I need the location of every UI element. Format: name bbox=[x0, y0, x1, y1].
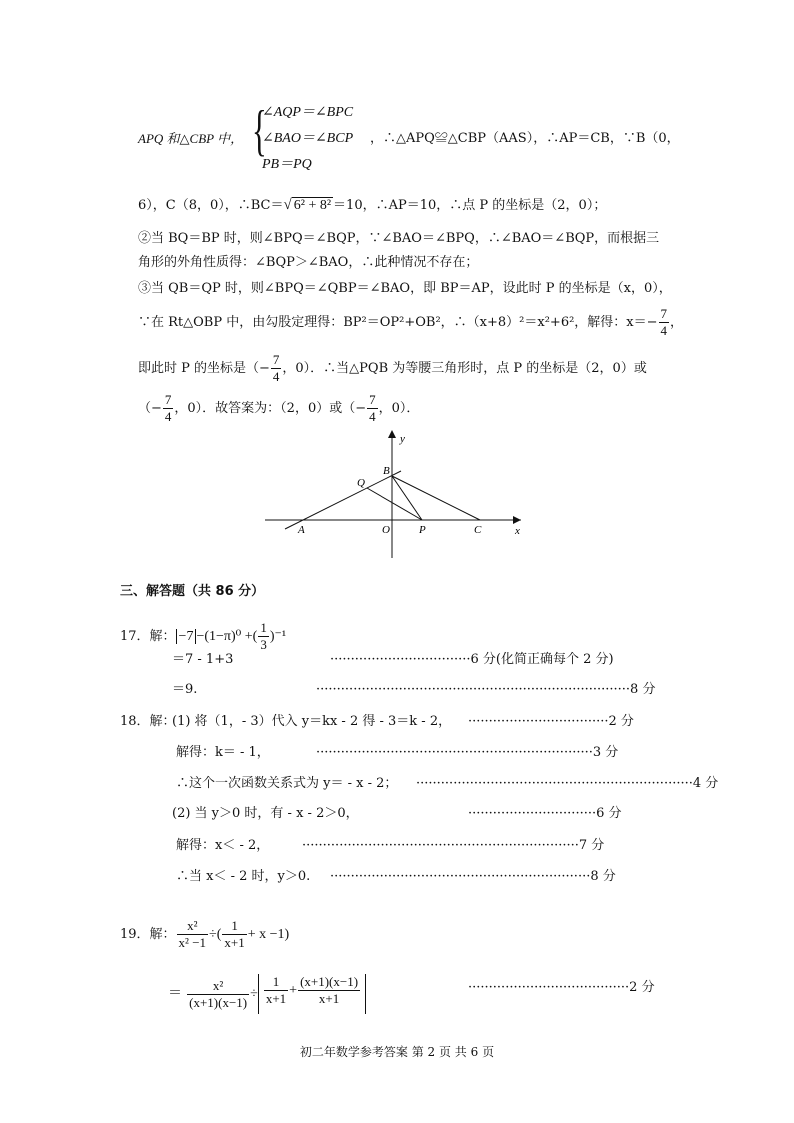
label-P: P bbox=[419, 524, 426, 536]
section-title: 三、解答题（共 86 分） bbox=[120, 584, 265, 599]
q17-step2: ＝9. bbox=[172, 682, 198, 697]
q18-line5: 解得：x＜ - 2， bbox=[176, 838, 270, 853]
proof-conclusion: ，∴△APQ≌△CBP（AAS），∴AP＝CB，∵B（0， bbox=[370, 131, 680, 146]
fraction-1-over-x+1: $\frac{1}{x+1}$ bbox=[224, 918, 245, 950]
q17-expression: 17．解： −7 −(1−π)⁰ +( $\frac{1}{3}$ )⁻¹ bbox=[120, 620, 287, 652]
q18-line2: 解得：k＝ - 1， bbox=[176, 745, 270, 760]
fraction-7-4: $\frac{7}{4}$ bbox=[369, 392, 376, 424]
x-axis-arrow bbox=[513, 516, 521, 524]
q18-line2-score: ···································································3 分 bbox=[316, 745, 619, 760]
q18-line6: ∴当 x＜ - 2 时，y＞0. bbox=[176, 869, 311, 884]
fraction-x2-over-x2-1: $\frac{\text{x²}}{\text{x² −1}}$ bbox=[178, 918, 207, 950]
proof-prefix: APQ 和△CBP 中， bbox=[138, 131, 244, 146]
label-Q: Q bbox=[357, 477, 365, 489]
line-BC bbox=[392, 476, 480, 520]
bracket-group: $\frac{1}{x+1}$ + $\frac{(x+1)(x-1)}{x+1}$ bbox=[258, 974, 366, 1014]
fraction-x2-over-product: $\frac{\text{x²}}{(x+1)(x-1)}$ bbox=[189, 977, 248, 1010]
q18-line3: ∴这个一次函数关系式为 y＝ - x - 2； bbox=[176, 776, 398, 791]
geometry-diagram bbox=[255, 428, 535, 563]
label-A: A bbox=[298, 524, 305, 536]
line-BP bbox=[392, 476, 422, 520]
fraction-7-4: $\frac{7}{4}$ bbox=[660, 306, 668, 338]
case3-line1: ③当 QB＝QP 时，则∠BPQ＝∠QBP＝∠BAO，即 BP＝AP，设此时 P 的坐标是（x，0）， bbox=[138, 281, 672, 296]
fraction-product-over-x+1: $\frac{(x+1)(x-1)}{x+1}$ bbox=[300, 974, 359, 1006]
proof-condition-1: ∠AQP＝∠BPC bbox=[262, 105, 354, 120]
y-axis-arrow bbox=[388, 430, 396, 438]
q18-line6-score: ·······························································8 分 bbox=[330, 869, 616, 884]
proof-condition-3: PB＝PQ bbox=[262, 157, 312, 172]
label-x: x bbox=[515, 525, 520, 537]
case3-line3: 即此时 P 的坐标是（− $\frac{7}{4}$ ，0）．∴当△PQB 为等腰三角形时，点 P 的坐标是（2，0）或 bbox=[138, 352, 647, 384]
case3-line4: （− $\frac{7}{4}$ ，0）．故答案为：（2，0）或（− $\frac{7}{4}$ ，0）． bbox=[138, 392, 420, 424]
q17-step1: ＝7 - 1+3 bbox=[172, 652, 234, 667]
fraction-7-4: $\frac{7}{4}$ bbox=[272, 352, 280, 384]
sqrt-radicand: 6² + 8² bbox=[293, 198, 332, 213]
fraction-7-4: $\frac{7}{4}$ bbox=[164, 392, 172, 424]
proof-condition-2: ∠BAO＝∠BCP bbox=[262, 131, 354, 146]
label-y: y bbox=[400, 433, 405, 445]
case2-line1: ②当 BQ＝BP 时，则∠BPQ＝∠BQP，∵∠BAO＝∠BPQ，∴∠BAO＝∠BQP，而根据三 bbox=[138, 231, 660, 246]
system-brace: { bbox=[252, 100, 267, 162]
label-O: O bbox=[382, 524, 390, 536]
q19-step1: ＝ $\frac{\text{x²}}{(x+1)(x-1)}$ ÷ $\frac{1}{x+1}$ + $\frac{(x+1)(x-1)}{x+1}$ bbox=[168, 974, 366, 1014]
q18-line4: (2) 当 y＞0 时，有 - x - 2＞0， bbox=[172, 806, 359, 821]
q18-line4-score: ·······························6 分 bbox=[468, 806, 622, 821]
q19-step1-score: ·······································2 分 bbox=[468, 980, 655, 995]
q18-line3-score: ···································································4 分 bbox=[416, 776, 719, 791]
bc-line: 6），C（8，0），∴BC＝√ 6² + 8² ＝10，∴AP＝10，∴点 P 的坐标是（2，0）； bbox=[138, 197, 607, 213]
q18-line1-score: ··································2 分 bbox=[468, 714, 634, 729]
q17-step1-score: ··································6 分(化简正确每个 2 分) bbox=[330, 652, 614, 667]
fraction-1-over-x+1: $\frac{1}{x+1}$ bbox=[265, 974, 287, 1006]
case2-line2: 角形的外角性质得：∠BQP＞∠BAO，∴此种情况不存在； bbox=[138, 255, 479, 270]
fraction-1-3: $\frac{1}{3}$ bbox=[260, 620, 267, 652]
q18-label: 18．解： bbox=[120, 714, 176, 729]
line-QP bbox=[367, 488, 422, 520]
label-B: B bbox=[383, 465, 390, 477]
q17-step2-score: ············································································8 分 bbox=[316, 682, 656, 697]
q18-line5-score: ···································································7 分 bbox=[302, 838, 605, 853]
page-footer: 初二年数学参考答案 第 2 页 共 6 页 bbox=[299, 1045, 495, 1059]
case3-line2: ∵在 Rt△OBP 中，由勾股定理得：BP²＝OP²+OB²，∴（x+8）²＝x²+6²，解得：x＝− $\frac{7}{4}$ ， bbox=[138, 306, 684, 338]
q18-line1: (1) 将（1，- 3）代入 y＝kx - 2 得 - 3＝k - 2， bbox=[172, 714, 452, 729]
q19-expression: 19．解： $\frac{\text{x²}}{\text{x² −1}}$ ÷( $\frac{1}{x+1}$ + x −1) bbox=[120, 918, 290, 950]
label-C: C bbox=[474, 524, 482, 536]
